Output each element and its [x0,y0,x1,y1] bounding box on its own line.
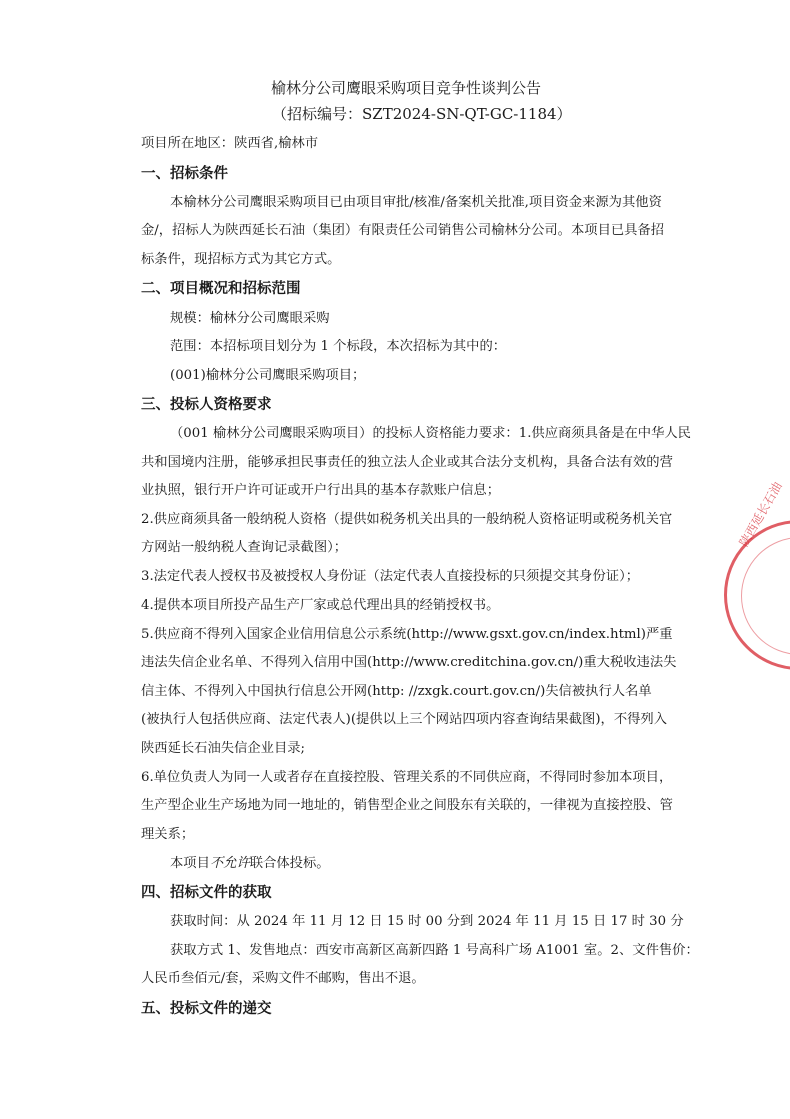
section-5-heading: 五、投标文件的递交 [141,1001,272,1017]
joint-bid-prefix: 本项目 [170,856,210,871]
joint-bid-suffix: 联合体投标。 [249,856,330,871]
seal-inner-ring [741,537,790,655]
section-3-heading: 三、投标人资格要求 [141,397,272,413]
s4-price: 人民币叁佰元/套，采购文件不邮购，售出不退。 [141,971,425,986]
section-1-heading: 一、招标条件 [141,166,228,182]
bid-number: （招标编号：SZT2024-SN-QT-GC-1184） [272,105,572,123]
s3-line-4: 2.供应商须具备一般纳税人资格（提供如税务机关出具的一般纳税人资格证明或税务机关官 [141,512,673,527]
s2-scale: 规模：榆林分公司鹰眼采购 [170,311,330,326]
s3-line-10: 信主体、不得列入中国执行信息公开网(http: //zxgk.court.gov.cn/)失信被执行人名单 [141,684,652,699]
s3-line-12: 陕西延长石油失信企业目录; [141,741,306,756]
s4-method: 获取方式 1、发售地点：西安市高新区高新四路 1 号高科广场 A1001 室。2、文件售价： [170,943,699,958]
official-seal [724,479,790,670]
s2-scope: 范围：本招标项目划分为 1 个标段，本次招标为其中的： [170,339,507,354]
section-2-heading: 二、项目概况和招标范围 [141,281,301,297]
joint-bid-not-allowed: 不允许 [209,856,250,871]
joint-bid-note [170,855,330,873]
s3-line-5: 方网站一般纳税人查询记录截图）； [141,540,348,555]
project-region: 项目所在地区：陕西省,榆林市 [141,136,319,151]
s3-line-15: 理关系； [141,827,195,842]
s3-line-6: 3.法定代表人授权书及被授权人身份证（法定代表人直接投标的只须提交其身份证）； [141,569,640,584]
s3-line-3: 业执照，银行开户许可证或开户行出具的基本存款账户信息； [141,483,501,498]
doc-title: 榆林分公司鹰眼采购项目竞争性谈判公告 [271,79,542,97]
s1-line-1: 本榆林分公司鹰眼采购项目已由项目审批/核准/备案机关批准,项目资金来源为其他资 [170,195,662,210]
s3-line-11: (被执行人包括供应商、法定代表人)(提供以上三个网站四项内容查询结果截图)，不得列入 [141,712,668,727]
s3-line-9: 违法失信企业名单、不得列入信用中国(http://www.creditchina.gov.cn/)重大税收违法失 [141,655,677,670]
s1-line-3: 标条件，现招标方式为其它方式。 [141,252,341,267]
s3-line-8: 5.供应商不得列入国家企业信用信息公示系统(http://www.gsxt.gov.cn/index.html)严重 [141,627,673,642]
seal-text: 陕西延长石油 [736,479,785,549]
s3-line-1: （001 榆林分公司鹰眼采购项目）的投标人资格能力要求：1.供应商须具备是在中华人民 [170,426,691,441]
s2-lot: (001)榆林分公司鹰眼采购项目； [170,368,366,383]
s3-line-7: 4.提供本项目所投产品生产厂家或总代理出具的经销授权书。 [141,598,500,613]
s4-time: 获取时间：从 2024 年 11 月 12 日 15 时 00 分到 2024 年 11 月 15 日 17 时 30 分 [170,914,684,929]
s1-line-2: 金/，招标人为陕西延长石油（集团）有限责任公司销售公司榆林分公司。本项目已具备招 [141,223,665,238]
section-4-heading: 四、招标文件的获取 [141,885,272,901]
s3-line-13: 6.单位负责人为同一人或者存在直接控股、管理关系的不同供应商，不得同时参加本项目， [141,770,673,785]
s3-line-2: 共和国境内注册，能够承担民事责任的独立法人企业或其合法分支机构，具备合法有效的营 [141,455,673,470]
s3-line-14: 生产型企业生产场地为同一地址的，销售型企业之间股东有关联的，一律视为直接控股、管 [141,798,673,813]
